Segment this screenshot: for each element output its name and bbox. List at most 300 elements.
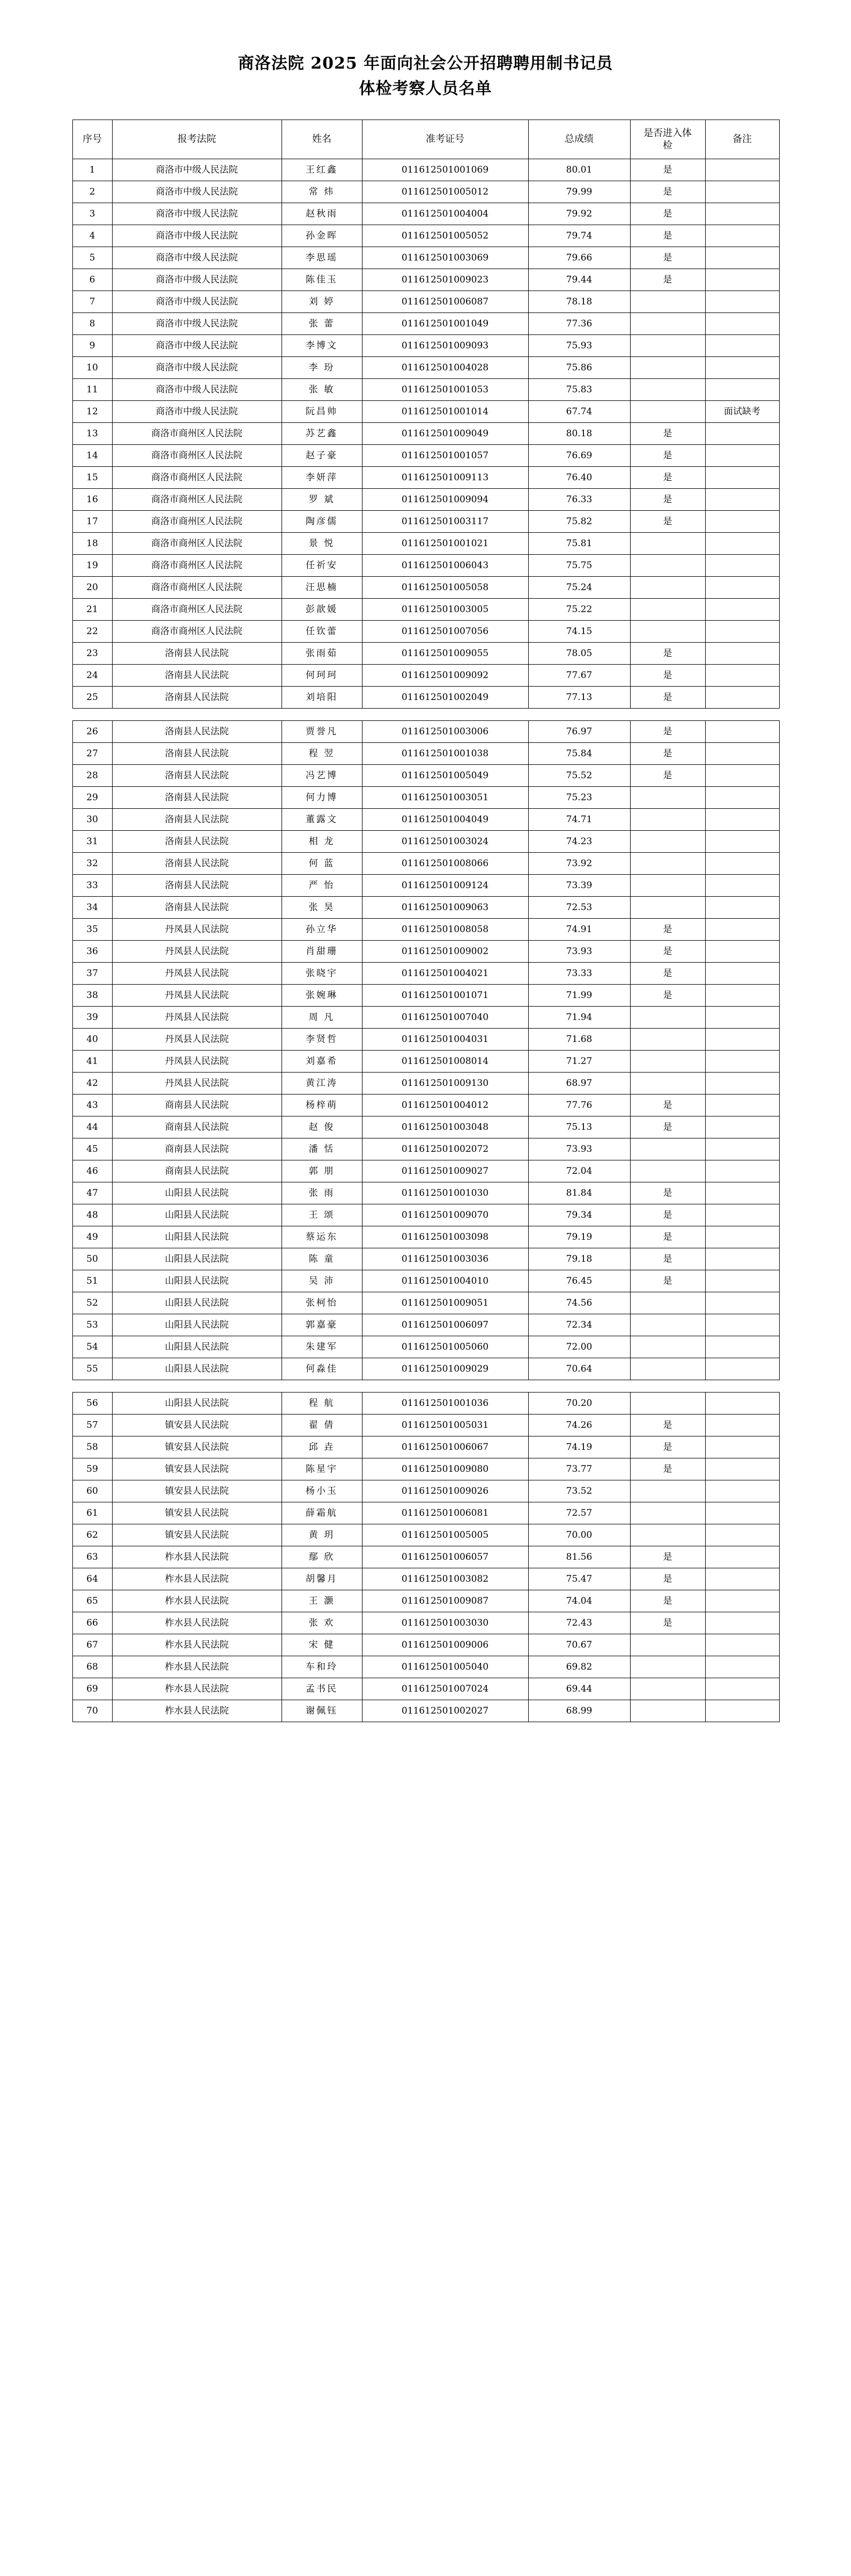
cell-exam xyxy=(630,1656,705,1678)
cell-ticket: 011612501005031 xyxy=(362,1414,528,1436)
cell-remark xyxy=(705,963,779,985)
cell-name: 任钦蕾 xyxy=(282,621,362,643)
cell-court: 洛南县人民法院 xyxy=(112,787,282,809)
table-row xyxy=(72,247,779,269)
table-row xyxy=(72,687,779,709)
cell-exam: 是 xyxy=(630,1095,705,1116)
cell-exam xyxy=(630,335,705,357)
cell-no: 37 xyxy=(72,963,112,985)
cell-no: 22 xyxy=(72,621,112,643)
cell-no: 26 xyxy=(72,721,112,743)
cell-ticket: 011612501008066 xyxy=(362,853,528,875)
cell-no: 23 xyxy=(72,643,112,665)
cell-no: 61 xyxy=(72,1502,112,1524)
cell-no: 5 xyxy=(72,247,112,269)
cell-exam xyxy=(630,1160,705,1182)
cell-name: 张晓宇 xyxy=(282,963,362,985)
table-row xyxy=(72,511,779,533)
table-row xyxy=(72,831,779,853)
table-row xyxy=(72,1248,779,1270)
cell-score: 75.83 xyxy=(528,379,630,401)
cell-no: 10 xyxy=(72,357,112,379)
cell-no: 44 xyxy=(72,1116,112,1138)
cell-ticket: 011612501003036 xyxy=(362,1248,528,1270)
roster-table-wrapper xyxy=(72,120,779,1722)
cell-remark xyxy=(705,919,779,941)
cell-name: 李贤哲 xyxy=(282,1029,362,1051)
cell-score: 73.93 xyxy=(528,1138,630,1160)
cell-no: 50 xyxy=(72,1248,112,1270)
cell-name: 李 玢 xyxy=(282,357,362,379)
cell-court: 镇安县人民法院 xyxy=(112,1524,282,1546)
cell-remark xyxy=(705,1226,779,1248)
cell-remark xyxy=(705,291,779,313)
table-row xyxy=(72,963,779,985)
cell-name: 周 凡 xyxy=(282,1007,362,1029)
cell-ticket: 011612501009051 xyxy=(362,1292,528,1314)
page-break-cell xyxy=(72,709,779,721)
cell-score: 72.57 xyxy=(528,1502,630,1524)
table-row xyxy=(72,1292,779,1314)
cell-court: 镇安县人民法院 xyxy=(112,1414,282,1436)
cell-no: 29 xyxy=(72,787,112,809)
cell-ticket: 011612501004049 xyxy=(362,809,528,831)
cell-exam xyxy=(630,1292,705,1314)
cell-ticket: 011612501003005 xyxy=(362,599,528,621)
cell-ticket: 011612501009080 xyxy=(362,1458,528,1480)
cell-score: 79.34 xyxy=(528,1204,630,1226)
cell-score: 75.75 xyxy=(528,555,630,577)
table-row xyxy=(72,269,779,291)
cell-score: 75.13 xyxy=(528,1116,630,1138)
cell-remark xyxy=(705,1051,779,1073)
cell-remark xyxy=(705,1073,779,1095)
cell-name: 翟 倩 xyxy=(282,1414,362,1436)
cell-name: 景 悦 xyxy=(282,533,362,555)
cell-remark xyxy=(705,1458,779,1480)
table-row xyxy=(72,1634,779,1656)
cell-court: 商洛市中级人民法院 xyxy=(112,269,282,291)
table-row xyxy=(72,181,779,203)
cell-remark xyxy=(705,1160,779,1182)
cell-name: 杨小玉 xyxy=(282,1480,362,1502)
cell-exam: 是 xyxy=(630,1270,705,1292)
cell-name: 陈 童 xyxy=(282,1248,362,1270)
table-row xyxy=(72,1160,779,1182)
cell-no: 36 xyxy=(72,941,112,963)
cell-remark xyxy=(705,665,779,687)
cell-ticket: 011612501006087 xyxy=(362,291,528,313)
cell-court: 商洛市中级人民法院 xyxy=(112,291,282,313)
cell-name: 程 翌 xyxy=(282,743,362,765)
table-row xyxy=(72,621,779,643)
cell-court: 商洛市商州区人民法院 xyxy=(112,555,282,577)
cell-ticket: 011612501008014 xyxy=(362,1051,528,1073)
table-row xyxy=(72,423,779,445)
cell-exam xyxy=(630,787,705,809)
cell-remark xyxy=(705,897,779,919)
cell-ticket: 011612501005049 xyxy=(362,765,528,787)
cell-court: 商洛市中级人民法院 xyxy=(112,225,282,247)
table-row xyxy=(72,665,779,687)
cell-exam: 是 xyxy=(630,1612,705,1634)
cell-remark xyxy=(705,1502,779,1524)
cell-exam xyxy=(630,401,705,423)
cell-score: 69.82 xyxy=(528,1656,630,1678)
cell-exam xyxy=(630,555,705,577)
table-row xyxy=(72,809,779,831)
cell-name: 黄江涛 xyxy=(282,1073,362,1095)
cell-ticket: 011612501005058 xyxy=(362,577,528,599)
cell-remark xyxy=(705,1095,779,1116)
cell-no: 70 xyxy=(72,1700,112,1722)
table-row xyxy=(72,159,779,181)
table-row xyxy=(72,919,779,941)
cell-exam xyxy=(630,1634,705,1656)
cell-ticket: 011612501003006 xyxy=(362,721,528,743)
table-row xyxy=(72,853,779,875)
cell-court: 商洛市商州区人民法院 xyxy=(112,621,282,643)
table-row xyxy=(72,489,779,511)
header-exam-label: 是否进入体检 xyxy=(643,127,692,151)
cell-court: 柞水县人民法院 xyxy=(112,1568,282,1590)
table-row xyxy=(72,1612,779,1634)
cell-ticket: 011612501003030 xyxy=(362,1612,528,1634)
cell-remark xyxy=(705,335,779,357)
cell-court: 商洛市商州区人民法院 xyxy=(112,533,282,555)
cell-court: 山阳县人民法院 xyxy=(112,1314,282,1336)
cell-name: 刘 婷 xyxy=(282,291,362,313)
cell-no: 31 xyxy=(72,831,112,853)
cell-score: 79.66 xyxy=(528,247,630,269)
cell-court: 洛南县人民法院 xyxy=(112,643,282,665)
cell-score: 76.97 xyxy=(528,721,630,743)
cell-court: 商洛市商州区人民法院 xyxy=(112,423,282,445)
cell-court: 商洛市中级人民法院 xyxy=(112,313,282,335)
cell-score: 76.40 xyxy=(528,467,630,489)
cell-remark xyxy=(705,687,779,709)
cell-ticket: 011612501004004 xyxy=(362,203,528,225)
cell-name: 贾誉凡 xyxy=(282,721,362,743)
table-row xyxy=(72,1436,779,1458)
header-score: 总成绩 xyxy=(528,120,630,159)
cell-name: 常 炜 xyxy=(282,181,362,203)
cell-ticket: 011612501001057 xyxy=(362,445,528,467)
cell-name: 邱 垚 xyxy=(282,1436,362,1458)
cell-no: 42 xyxy=(72,1073,112,1095)
cell-ticket: 011612501009094 xyxy=(362,489,528,511)
cell-exam xyxy=(630,599,705,621)
cell-ticket: 011612501005052 xyxy=(362,225,528,247)
cell-name: 何 蓝 xyxy=(282,853,362,875)
cell-ticket: 011612501009049 xyxy=(362,423,528,445)
cell-court: 商洛市商州区人民法院 xyxy=(112,445,282,467)
table-row xyxy=(72,555,779,577)
cell-court: 山阳县人民法院 xyxy=(112,1204,282,1226)
cell-no: 14 xyxy=(72,445,112,467)
cell-no: 59 xyxy=(72,1458,112,1480)
table-row xyxy=(72,1095,779,1116)
cell-ticket: 011612501006043 xyxy=(362,555,528,577)
cell-no: 6 xyxy=(72,269,112,291)
cell-name: 张 敏 xyxy=(282,379,362,401)
cell-ticket: 011612501003051 xyxy=(362,787,528,809)
title-line-2: 体检考察人员名单 xyxy=(359,79,492,98)
cell-court: 洛南县人民法院 xyxy=(112,765,282,787)
cell-no: 8 xyxy=(72,313,112,335)
cell-score: 76.45 xyxy=(528,1270,630,1292)
cell-ticket: 011612501009087 xyxy=(362,1590,528,1612)
table-row xyxy=(72,1314,779,1336)
cell-score: 74.71 xyxy=(528,809,630,831)
cell-exam xyxy=(630,1051,705,1073)
cell-court: 洛南县人民法院 xyxy=(112,809,282,831)
table-row xyxy=(72,599,779,621)
table-row xyxy=(72,1138,779,1160)
cell-remark xyxy=(705,599,779,621)
cell-ticket: 011612501002072 xyxy=(362,1138,528,1160)
cell-name: 车和玲 xyxy=(282,1656,362,1678)
cell-name: 郭嘉豪 xyxy=(282,1314,362,1336)
cell-no: 46 xyxy=(72,1160,112,1182)
cell-score: 76.69 xyxy=(528,445,630,467)
cell-exam: 是 xyxy=(630,1226,705,1248)
cell-name: 张婉琳 xyxy=(282,985,362,1007)
table-row xyxy=(72,765,779,787)
cell-remark xyxy=(705,181,779,203)
cell-name: 薛霜航 xyxy=(282,1502,362,1524)
cell-remark xyxy=(705,1590,779,1612)
cell-ticket: 011612501004012 xyxy=(362,1095,528,1116)
cell-score: 79.92 xyxy=(528,203,630,225)
page-break-spacer xyxy=(72,1380,779,1393)
cell-score: 75.52 xyxy=(528,765,630,787)
table-row xyxy=(72,1051,779,1073)
cell-court: 商洛市中级人民法院 xyxy=(112,159,282,181)
table-row xyxy=(72,1546,779,1568)
cell-no: 4 xyxy=(72,225,112,247)
cell-exam xyxy=(630,1138,705,1160)
cell-ticket: 011612501006081 xyxy=(362,1502,528,1524)
cell-name: 张 雨 xyxy=(282,1182,362,1204)
roster-table xyxy=(72,120,780,1722)
cell-ticket: 011612501005040 xyxy=(362,1656,528,1678)
cell-court: 柞水县人民法院 xyxy=(112,1612,282,1634)
cell-ticket: 011612501009113 xyxy=(362,467,528,489)
cell-no: 65 xyxy=(72,1590,112,1612)
cell-remark xyxy=(705,1182,779,1204)
table-body xyxy=(72,159,779,1722)
cell-ticket: 011612501009070 xyxy=(362,1204,528,1226)
cell-no: 9 xyxy=(72,335,112,357)
cell-remark xyxy=(705,511,779,533)
cell-remark xyxy=(705,787,779,809)
cell-ticket: 011612501001014 xyxy=(362,401,528,423)
cell-remark xyxy=(705,555,779,577)
cell-exam xyxy=(630,533,705,555)
cell-exam: 是 xyxy=(630,489,705,511)
cell-no: 48 xyxy=(72,1204,112,1226)
cell-no: 45 xyxy=(72,1138,112,1160)
cell-score: 72.43 xyxy=(528,1612,630,1634)
cell-ticket: 011612501005005 xyxy=(362,1524,528,1546)
cell-remark xyxy=(705,1204,779,1226)
cell-exam: 是 xyxy=(630,511,705,533)
cell-exam xyxy=(630,1700,705,1722)
cell-court: 丹凤县人民法院 xyxy=(112,1029,282,1051)
cell-remark xyxy=(705,721,779,743)
cell-court: 山阳县人民法院 xyxy=(112,1393,282,1414)
cell-no: 3 xyxy=(72,203,112,225)
cell-name: 严 怡 xyxy=(282,875,362,897)
cell-exam: 是 xyxy=(630,687,705,709)
cell-exam xyxy=(630,1480,705,1502)
cell-ticket: 011612501003082 xyxy=(362,1568,528,1590)
table-row xyxy=(72,401,779,423)
cell-score: 71.94 xyxy=(528,1007,630,1029)
cell-exam: 是 xyxy=(630,919,705,941)
cell-ticket: 011612501001071 xyxy=(362,985,528,1007)
cell-remark xyxy=(705,643,779,665)
cell-score: 72.53 xyxy=(528,897,630,919)
cell-ticket: 011612501009023 xyxy=(362,269,528,291)
cell-name: 张柯怡 xyxy=(282,1292,362,1314)
cell-remark xyxy=(705,1292,779,1314)
header-remark: 备注 xyxy=(705,120,779,159)
cell-ticket: 011612501003098 xyxy=(362,1226,528,1248)
cell-exam: 是 xyxy=(630,247,705,269)
cell-score: 71.68 xyxy=(528,1029,630,1051)
cell-name: 王 颂 xyxy=(282,1204,362,1226)
table-row xyxy=(72,577,779,599)
cell-score: 70.00 xyxy=(528,1524,630,1546)
cell-name: 任祈安 xyxy=(282,555,362,577)
cell-court: 商洛市商州区人民法院 xyxy=(112,577,282,599)
cell-ticket: 011612501009055 xyxy=(362,643,528,665)
table-row xyxy=(72,985,779,1007)
cell-exam: 是 xyxy=(630,423,705,445)
cell-score: 75.23 xyxy=(528,787,630,809)
cell-no: 56 xyxy=(72,1393,112,1414)
cell-name: 张 欢 xyxy=(282,1612,362,1634)
cell-no: 52 xyxy=(72,1292,112,1314)
cell-score: 75.86 xyxy=(528,357,630,379)
cell-no: 51 xyxy=(72,1270,112,1292)
cell-score: 77.76 xyxy=(528,1095,630,1116)
cell-remark xyxy=(705,1612,779,1634)
cell-no: 67 xyxy=(72,1634,112,1656)
cell-score: 79.99 xyxy=(528,181,630,203)
cell-exam: 是 xyxy=(630,985,705,1007)
cell-name: 刘培阳 xyxy=(282,687,362,709)
table-row xyxy=(72,379,779,401)
cell-score: 74.91 xyxy=(528,919,630,941)
cell-remark xyxy=(705,1700,779,1722)
cell-name: 李思瑶 xyxy=(282,247,362,269)
cell-remark xyxy=(705,1029,779,1051)
cell-exam: 是 xyxy=(630,445,705,467)
cell-remark xyxy=(705,533,779,555)
table-row xyxy=(72,787,779,809)
cell-name: 张 蕾 xyxy=(282,313,362,335)
cell-exam xyxy=(630,875,705,897)
cell-exam xyxy=(630,621,705,643)
cell-name: 程 航 xyxy=(282,1393,362,1414)
cell-remark xyxy=(705,357,779,379)
cell-remark xyxy=(705,1524,779,1546)
cell-score: 78.18 xyxy=(528,291,630,313)
cell-remark xyxy=(705,203,779,225)
cell-name: 罗 斌 xyxy=(282,489,362,511)
cell-remark xyxy=(705,379,779,401)
cell-court: 商洛市中级人民法院 xyxy=(112,247,282,269)
cell-no: 43 xyxy=(72,1095,112,1116)
cell-name: 何力博 xyxy=(282,787,362,809)
cell-score: 74.56 xyxy=(528,1292,630,1314)
cell-name: 阮昌帅 xyxy=(282,401,362,423)
cell-name: 黄 玥 xyxy=(282,1524,362,1546)
cell-remark xyxy=(705,1007,779,1029)
table-row xyxy=(72,533,779,555)
cell-no: 27 xyxy=(72,743,112,765)
cell-no: 53 xyxy=(72,1314,112,1336)
table-row xyxy=(72,721,779,743)
cell-name: 汪思楠 xyxy=(282,577,362,599)
cell-no: 55 xyxy=(72,1358,112,1380)
cell-exam xyxy=(630,1336,705,1358)
cell-no: 40 xyxy=(72,1029,112,1051)
cell-no: 54 xyxy=(72,1336,112,1358)
table-row xyxy=(72,1182,779,1204)
cell-ticket: 011612501009130 xyxy=(362,1073,528,1095)
cell-remark xyxy=(705,577,779,599)
cell-remark xyxy=(705,853,779,875)
cell-remark xyxy=(705,269,779,291)
cell-name: 李妍萍 xyxy=(282,467,362,489)
cell-no: 7 xyxy=(72,291,112,313)
cell-remark xyxy=(705,1678,779,1700)
cell-exam xyxy=(630,1502,705,1524)
cell-score: 74.26 xyxy=(528,1414,630,1436)
table-row xyxy=(72,1414,779,1436)
cell-score: 70.67 xyxy=(528,1634,630,1656)
cell-no: 69 xyxy=(72,1678,112,1700)
cell-name: 张雨茹 xyxy=(282,643,362,665)
cell-court: 山阳县人民法院 xyxy=(112,1248,282,1270)
cell-no: 33 xyxy=(72,875,112,897)
cell-remark xyxy=(705,1358,779,1380)
cell-no: 63 xyxy=(72,1546,112,1568)
cell-court: 洛南县人民法院 xyxy=(112,665,282,687)
cell-court: 商南县人民法院 xyxy=(112,1160,282,1182)
cell-court: 山阳县人民法院 xyxy=(112,1292,282,1314)
cell-score: 68.99 xyxy=(528,1700,630,1722)
cell-name: 孙金晖 xyxy=(282,225,362,247)
cell-name: 何珂珂 xyxy=(282,665,362,687)
cell-no: 21 xyxy=(72,599,112,621)
cell-score: 73.92 xyxy=(528,853,630,875)
cell-no: 12 xyxy=(72,401,112,423)
cell-exam: 是 xyxy=(630,269,705,291)
cell-score: 74.19 xyxy=(528,1436,630,1458)
cell-remark xyxy=(705,941,779,963)
cell-score: 78.05 xyxy=(528,643,630,665)
cell-court: 镇安县人民法院 xyxy=(112,1436,282,1458)
cell-score: 75.82 xyxy=(528,511,630,533)
cell-ticket: 011612501002027 xyxy=(362,1700,528,1722)
cell-court: 丹凤县人民法院 xyxy=(112,941,282,963)
cell-court: 丹凤县人民法院 xyxy=(112,1073,282,1095)
